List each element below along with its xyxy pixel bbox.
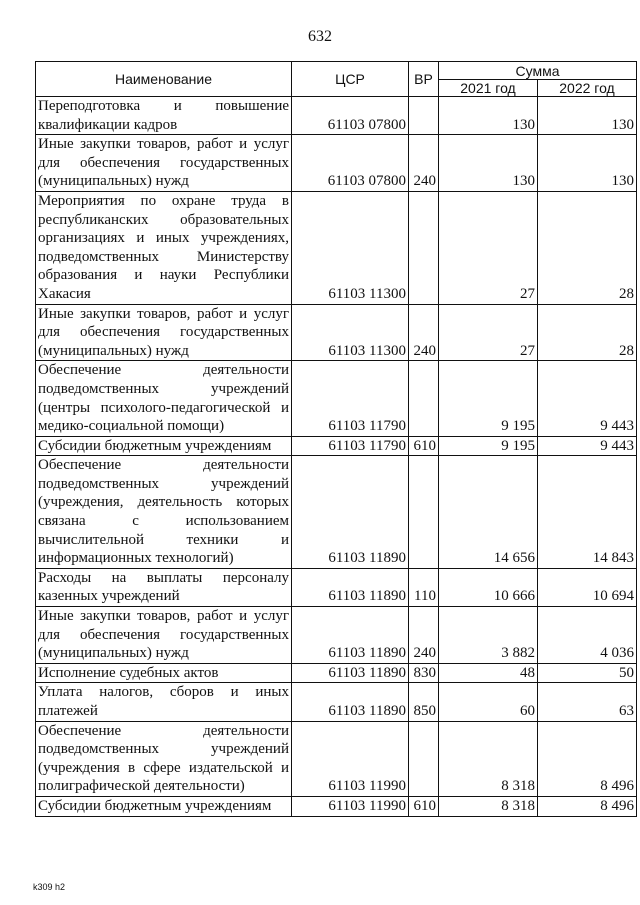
row-csr-cell: 61103 11300 bbox=[292, 191, 409, 304]
row-name-cell: Мероприятия по охране труда в республиканских образовательных организациях и иных учреждениях, подведомственных Министерству образования и науки Республики Хакасия bbox=[36, 191, 292, 304]
row-csr-cell: 61103 11990 bbox=[292, 796, 409, 816]
row-csr-cell: 61103 11790 bbox=[292, 361, 409, 436]
row-vr-cell: 240 bbox=[409, 135, 439, 192]
row-csr-cell: 61103 11890 bbox=[292, 568, 409, 606]
row-name-cell: Обеспечение деятельности подведомственных учреждений (центры психолого-педагогической и медико-социальной помощи) bbox=[36, 361, 292, 436]
row-csr-cell: 61103 11990 bbox=[292, 721, 409, 796]
row-2021-cell: 8 318 bbox=[439, 796, 538, 816]
row-name-cell: Субсидии бюджетным учреждениям bbox=[36, 436, 292, 456]
row-2022-cell: 28 bbox=[538, 304, 637, 361]
row-vr-cell: 830 bbox=[409, 663, 439, 683]
page-number: 632 bbox=[308, 28, 332, 45]
row-2021-cell: 8 318 bbox=[439, 721, 538, 796]
row-2022-cell: 28 bbox=[538, 191, 637, 304]
row-2022-cell: 63 bbox=[538, 683, 637, 721]
table-row bbox=[36, 456, 637, 569]
table-row bbox=[36, 97, 637, 135]
table-body bbox=[36, 97, 637, 817]
row-2022-cell: 8 496 bbox=[538, 796, 637, 816]
row-csr-cell: 61103 11790 bbox=[292, 436, 409, 456]
table-row bbox=[36, 436, 637, 456]
row-vr-cell: 610 bbox=[409, 436, 439, 456]
row-csr-cell: 61103 11890 bbox=[292, 663, 409, 683]
footer-code: k309 h2 bbox=[33, 882, 66, 892]
table-row bbox=[36, 191, 637, 304]
table-row bbox=[36, 721, 637, 796]
row-vr-cell: 240 bbox=[409, 607, 439, 664]
table-row bbox=[36, 135, 637, 192]
row-csr-cell: 61103 11300 bbox=[292, 304, 409, 361]
row-csr-cell: 61103 11890 bbox=[292, 683, 409, 721]
row-vr-cell: 850 bbox=[409, 683, 439, 721]
table-row bbox=[36, 304, 637, 361]
row-2021-cell: 130 bbox=[439, 97, 538, 135]
row-name-cell: Уплата налогов, сборов и иных платежей bbox=[36, 683, 292, 721]
row-vr-cell bbox=[409, 721, 439, 796]
table-row bbox=[36, 683, 637, 721]
row-vr-cell bbox=[409, 361, 439, 436]
header-year-2021: 2021 год bbox=[439, 80, 538, 97]
row-2021-cell: 60 bbox=[439, 683, 538, 721]
table-row bbox=[36, 663, 637, 683]
row-2022-cell: 9 443 bbox=[538, 436, 637, 456]
row-name-cell: Иные закупки товаров, работ и услуг для обеспечения государственных (муниципальных) нужд bbox=[36, 304, 292, 361]
row-vr-cell bbox=[409, 97, 439, 135]
row-vr-cell: 110 bbox=[409, 568, 439, 606]
row-name-cell: Расходы на выплаты персоналу казенных учреждений bbox=[36, 568, 292, 606]
table-row bbox=[36, 607, 637, 664]
header-sum: Сумма bbox=[439, 62, 637, 80]
row-2022-cell: 10 694 bbox=[538, 568, 637, 606]
row-2021-cell: 48 bbox=[439, 663, 538, 683]
budget-table bbox=[35, 61, 637, 817]
row-2022-cell: 8 496 bbox=[538, 721, 637, 796]
row-2021-cell: 9 195 bbox=[439, 361, 538, 436]
row-vr-cell bbox=[409, 456, 439, 569]
row-vr-cell: 240 bbox=[409, 304, 439, 361]
row-2022-cell: 130 bbox=[538, 135, 637, 192]
row-2022-cell: 4 036 bbox=[538, 607, 637, 664]
row-name-cell: Обеспечение деятельности подведомственных учреждений (учреждения, деятельность которых связана с использованием вычислительной техники и информационных технологий) bbox=[36, 456, 292, 569]
row-2021-cell: 27 bbox=[439, 191, 538, 304]
row-csr-cell: 61103 07800 bbox=[292, 97, 409, 135]
row-2021-cell: 10 666 bbox=[439, 568, 538, 606]
row-2022-cell: 9 443 bbox=[538, 361, 637, 436]
header-csr: ЦСР bbox=[292, 62, 409, 97]
row-2022-cell: 130 bbox=[538, 97, 637, 135]
row-name-cell: Исполнение судебных актов bbox=[36, 663, 292, 683]
row-2021-cell: 130 bbox=[439, 135, 538, 192]
row-name-cell: Субсидии бюджетным учреждениям bbox=[36, 796, 292, 816]
row-name-cell: Иные закупки товаров, работ и услуг для обеспечения государственных (муниципальных) нужд bbox=[36, 607, 292, 664]
row-csr-cell: 61103 11890 bbox=[292, 456, 409, 569]
table-row bbox=[36, 568, 637, 606]
row-csr-cell: 61103 11890 bbox=[292, 607, 409, 664]
row-name-cell: Переподготовка и повышение квалификации кадров bbox=[36, 97, 292, 135]
row-vr-cell: 610 bbox=[409, 796, 439, 816]
row-vr-cell bbox=[409, 191, 439, 304]
row-2021-cell: 14 656 bbox=[439, 456, 538, 569]
table-row bbox=[36, 796, 637, 816]
header-name: Наименование bbox=[36, 62, 292, 97]
row-csr-cell: 61103 07800 bbox=[292, 135, 409, 192]
table-row bbox=[36, 361, 637, 436]
row-name-cell: Иные закупки товаров, работ и услуг для обеспечения государственных (муниципальных) нужд bbox=[36, 135, 292, 192]
row-2022-cell: 14 843 bbox=[538, 456, 637, 569]
row-name-cell: Обеспечение деятельности подведомственных учреждений (учреждения в сфере издательской и полиграфической деятельности) bbox=[36, 721, 292, 796]
row-2021-cell: 27 bbox=[439, 304, 538, 361]
header-vr: ВР bbox=[409, 62, 439, 97]
row-2022-cell: 50 bbox=[538, 663, 637, 683]
row-2021-cell: 3 882 bbox=[439, 607, 538, 664]
header-year-2022: 2022 год bbox=[538, 80, 637, 97]
row-2021-cell: 9 195 bbox=[439, 436, 538, 456]
